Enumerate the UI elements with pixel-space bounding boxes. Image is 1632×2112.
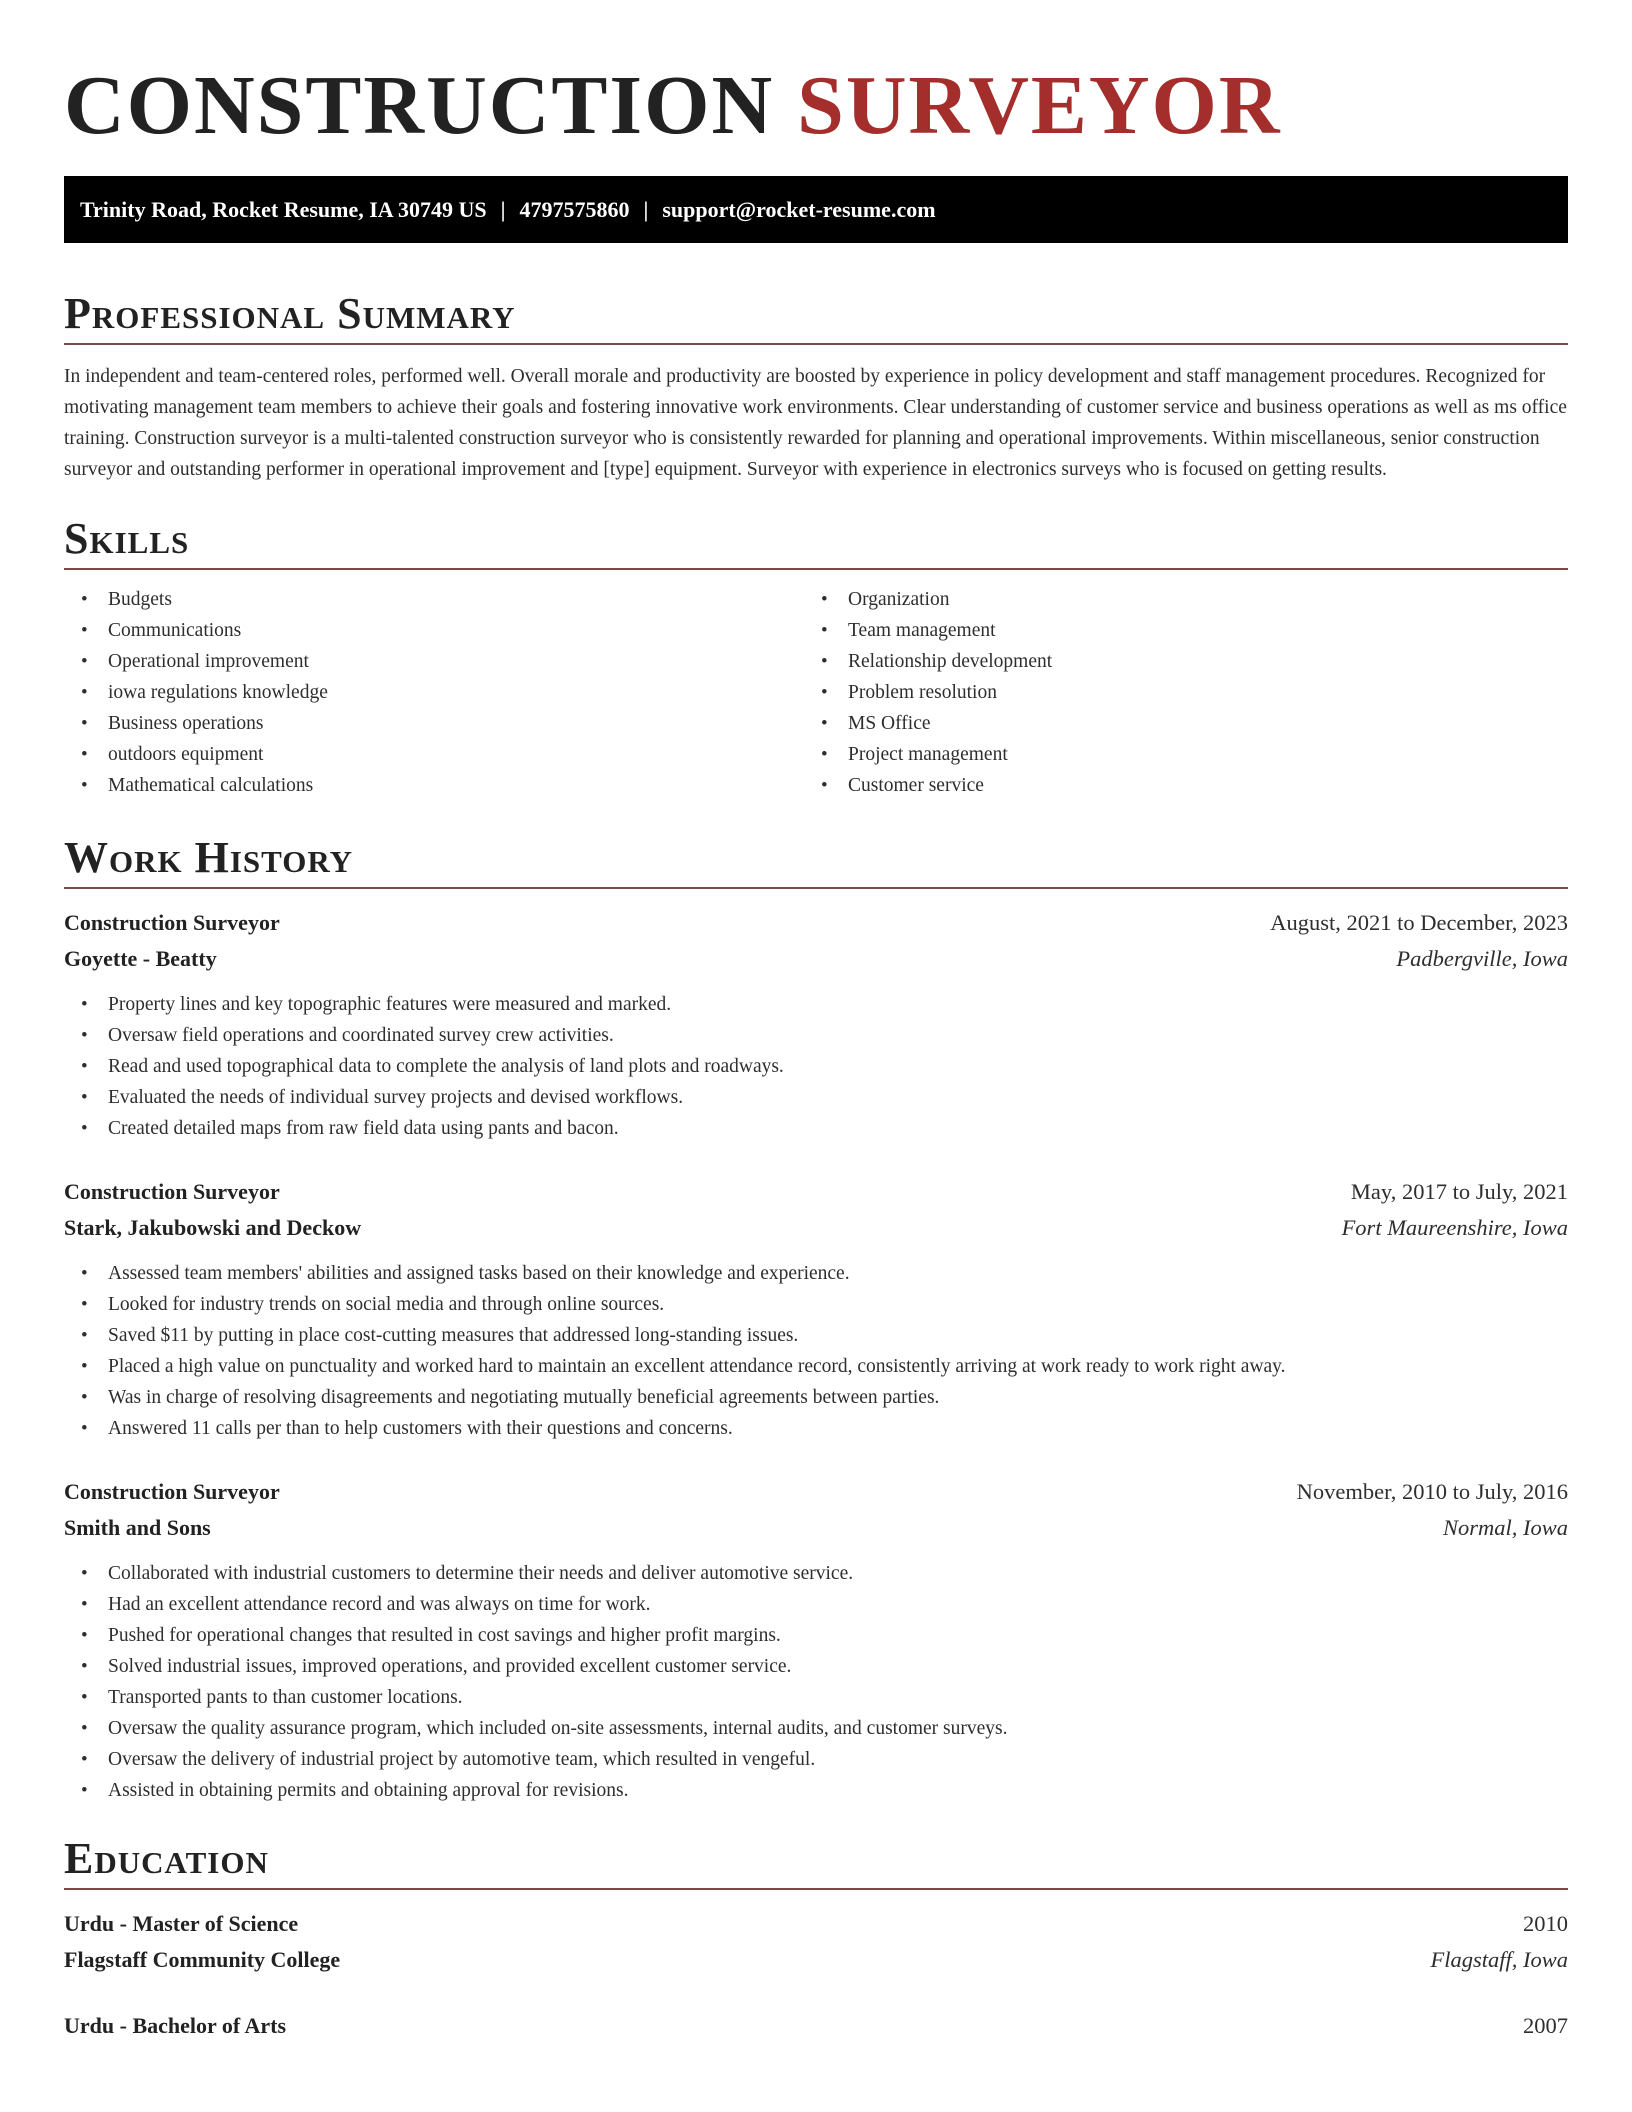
- skill-item: • MS Office: [804, 708, 1544, 739]
- job-bullet: • Property lines and key topographic features were measured and marked.: [64, 989, 1568, 1020]
- section-divider: [64, 887, 1568, 889]
- education-entry: [64, 1906, 1568, 1978]
- job-bullet: • Assessed team members' abilities and assigned tasks based on their knowledge and experience.: [64, 1258, 1568, 1289]
- education-year: 2010: [1523, 1911, 1568, 1936]
- job-company-row: [64, 941, 1568, 977]
- summary-section: [64, 285, 1568, 485]
- job-entry: [64, 1474, 1568, 1806]
- job-company: Smith and Sons: [64, 1515, 211, 1540]
- skills-grid: [64, 584, 1568, 801]
- job-bullet: • Had an excellent attendance record and was always on time for work.: [64, 1589, 1568, 1620]
- job-header-row: [64, 1174, 1568, 1210]
- job-dates: August, 2021 to December, 2023: [1270, 910, 1568, 935]
- job-bullet: • Collaborated with industrial customers to determine their needs and deliver automotive service.: [64, 1558, 1568, 1589]
- skill-item: • iowa regulations knowledge: [64, 677, 804, 708]
- contact-bar: [64, 176, 1568, 243]
- job-bullet: • Created detailed maps from raw field data using pants and bacon.: [64, 1113, 1568, 1144]
- job-dates: November, 2010 to July, 2016: [1296, 1479, 1568, 1504]
- skill-item: • Team management: [804, 615, 1544, 646]
- skills-section: [64, 510, 1568, 801]
- job-dates: May, 2017 to July, 2021: [1350, 1179, 1568, 1204]
- education-location: Flagstaff, Iowa: [1430, 1947, 1568, 1972]
- education-entry: [64, 2008, 1568, 2044]
- skill-item: • Budgets: [64, 584, 804, 615]
- resume-title: [64, 0, 1568, 176]
- contact-phone[interactable]: 4797575860: [519, 197, 630, 222]
- work-section: [64, 829, 1568, 1806]
- job-bullets: [64, 1258, 1568, 1444]
- section-divider: [64, 568, 1568, 570]
- summary-text: In independent and team-centered roles, performed well. Overall morale and productivity are boosted by experience in policy development and staff management procedures. Recognized for motivating management team members to achieve their goals and fostering innovative work environments. Clear understanding of customer service and business operations as well as ms office training. Construction surveyor is a multi-talented construction surveyor who is consistently rewarded for planning and operational improvements. Within miscellaneous, senior construction surveyor and outstanding performer in operational improvement and [type] equipment. Surveyor with experience in electronics surveys who is focused on getting results.: [64, 366, 1567, 480]
- job-title: Construction Surveyor: [64, 1479, 280, 1504]
- job-bullet: • Assisted in obtaining permits and obtaining approval for revisions.: [64, 1775, 1568, 1806]
- skill-item: • Customer service: [804, 770, 1544, 801]
- education-school-row: [64, 1942, 1568, 1978]
- job-bullet: • Saved $11 by putting in place cost-cutting measures that addressed long-standing issues.: [64, 1320, 1568, 1351]
- section-title-skills: Skills: [64, 514, 190, 563]
- job-bullet: • Looked for industry trends on social media and through online sources.: [64, 1289, 1568, 1320]
- job-bullet: • Transported pants to than customer locations.: [64, 1682, 1568, 1713]
- job-entry: [64, 905, 1568, 1144]
- education-degree: Urdu - Master of Science: [64, 1911, 299, 1936]
- job-header-row: [64, 1474, 1568, 1510]
- job-bullet: • Evaluated the needs of individual survey projects and devised workflows.: [64, 1082, 1568, 1113]
- contact-separator: |: [643, 197, 649, 222]
- section-title-summary: Professional Summary: [64, 289, 516, 338]
- skill-item: • Problem resolution: [804, 677, 1544, 708]
- job-bullet: • Oversaw the quality assurance program, which included on-site assessments, internal audits, and customer surveys.: [64, 1713, 1568, 1744]
- education-degree: Urdu - Bachelor of Arts: [64, 2013, 287, 2038]
- skills-column-left: [64, 584, 804, 801]
- skill-item: • outdoors equipment: [64, 739, 804, 770]
- section-divider: [64, 343, 1568, 345]
- job-location: Padbergville, Iowa: [1396, 946, 1568, 971]
- job-bullets: [64, 989, 1568, 1144]
- section-title-education: Education: [64, 1834, 269, 1883]
- resume-page: [64, 0, 1568, 2044]
- education-degree-row: [64, 2008, 1568, 2044]
- job-bullets: [64, 1558, 1568, 1806]
- job-company: Goyette - Beatty: [64, 946, 217, 971]
- section-title-work: Work History: [64, 833, 354, 882]
- contact-address: Trinity Road, Rocket Resume, IA 30749 US: [80, 197, 487, 222]
- contact-email[interactable]: support@rocket-resume.com: [662, 197, 936, 222]
- job-bullet: • Oversaw the delivery of industrial project by automotive team, which resulted in vengeful.: [64, 1744, 1568, 1775]
- job-company-row: [64, 1210, 1568, 1246]
- job-bullet: • Was in charge of resolving disagreements and negotiating mutually beneficial agreements between parties.: [64, 1382, 1568, 1413]
- education-section: [64, 1830, 1568, 2044]
- education-degree-row: [64, 1906, 1568, 1942]
- skill-item: • Communications: [64, 615, 804, 646]
- job-header-row: [64, 905, 1568, 941]
- contact-separator: |: [500, 197, 506, 222]
- skill-item: • Mathematical calculations: [64, 770, 804, 801]
- job-title: Construction Surveyor: [64, 910, 280, 935]
- job-bullet: • Pushed for operational changes that resulted in cost savings and higher profit margins.: [64, 1620, 1568, 1651]
- skill-item: • Operational improvement: [64, 646, 804, 677]
- title-first-word: CONSTRUCTION: [64, 59, 775, 152]
- job-company-row: [64, 1510, 1568, 1546]
- job-bullet: • Read and used topographical data to complete the analysis of land plots and roadways.: [64, 1051, 1568, 1082]
- skill-item: • Relationship development: [804, 646, 1544, 677]
- title-second-word: SURVEYOR: [797, 59, 1282, 152]
- skill-item: • Project management: [804, 739, 1544, 770]
- job-bullet: • Answered 11 calls per than to help customers with their questions and concerns.: [64, 1413, 1568, 1444]
- skill-item: • Organization: [804, 584, 1544, 615]
- job-company: Stark, Jakubowski and Deckow: [64, 1215, 362, 1240]
- skill-item: • Business operations: [64, 708, 804, 739]
- job-location: Fort Maureenshire, Iowa: [1341, 1215, 1568, 1240]
- job-entry: [64, 1174, 1568, 1444]
- education-school: Flagstaff Community College: [64, 1947, 341, 1972]
- job-bullet: • Oversaw field operations and coordinated survey crew activities.: [64, 1020, 1568, 1051]
- job-bullet: • Solved industrial issues, improved operations, and provided excellent customer service.: [64, 1651, 1568, 1682]
- job-title: Construction Surveyor: [64, 1179, 280, 1204]
- job-bullet: • Placed a high value on punctuality and worked hard to maintain an excellent attendance record, consistently arriving at work ready to work right away.: [64, 1351, 1568, 1382]
- job-location: Normal, Iowa: [1442, 1515, 1568, 1540]
- skills-column-right: [804, 584, 1544, 801]
- section-divider: [64, 1888, 1568, 1890]
- education-year: 2007: [1523, 2013, 1568, 2038]
